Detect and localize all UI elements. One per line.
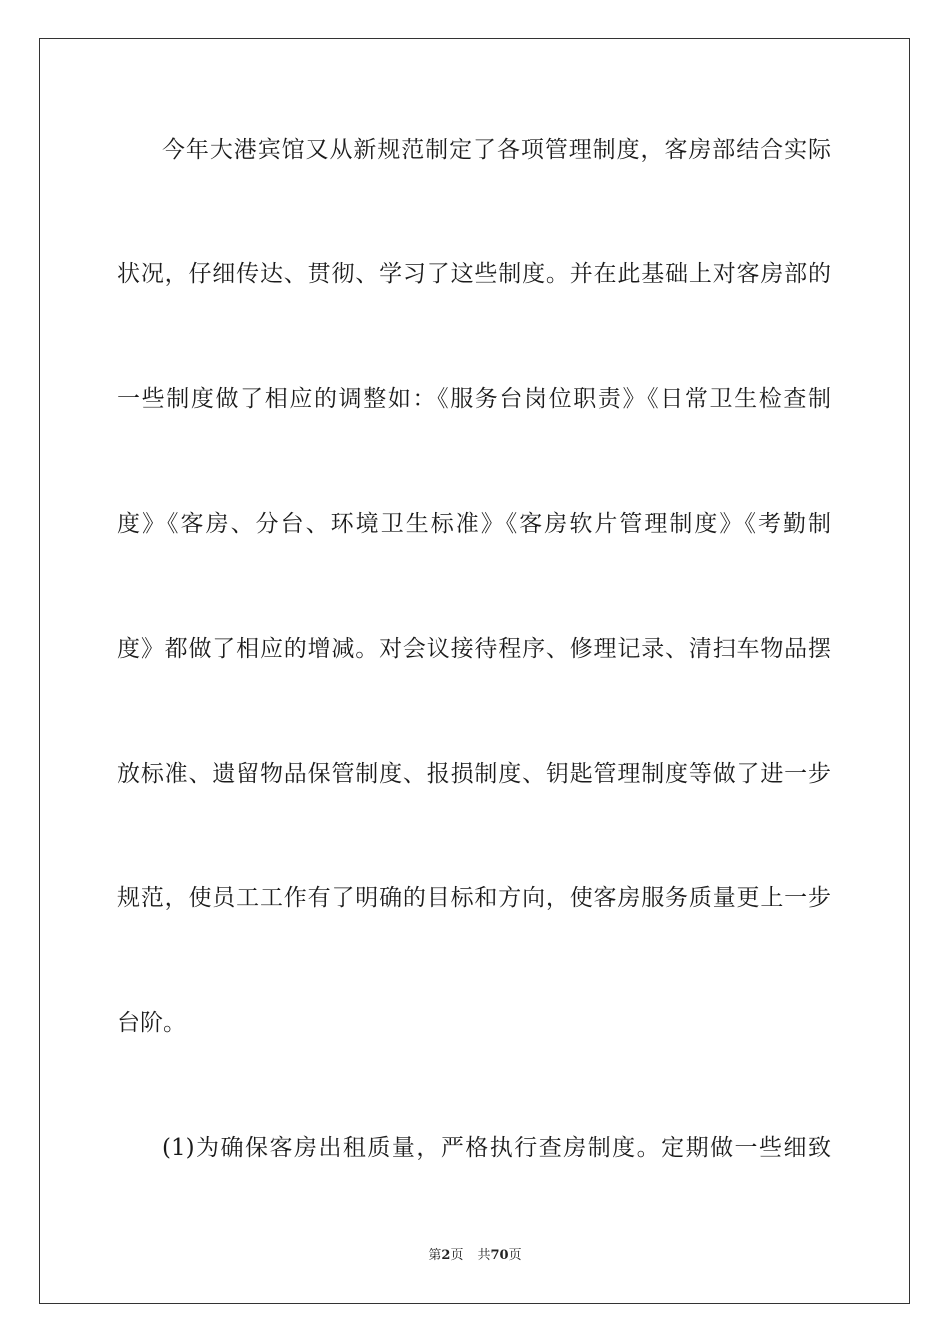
- total-pages: 70: [490, 1248, 509, 1263]
- page-prefix: 第: [428, 1248, 442, 1263]
- paragraph-line: 今年大港宾馆又从新规范制定了各项管理制度，客房部结合实际: [162, 137, 831, 163]
- paragraph-line: 度》都做了相应的增减。对会议接待程序、修理记录、清扫车物品摆: [117, 636, 831, 662]
- paragraph-line: 规范，使员工工作有了明确的目标和方向，使客房服务质量更上一步: [117, 885, 831, 911]
- paragraph-line: 一些制度做了相应的调整如：《服务台岗位职责》《日常卫生检查制: [117, 386, 831, 412]
- paragraph-line: (1)为确保客房出租质量，严格执行查房制度。定期做一些细致: [162, 1135, 831, 1161]
- total-suffix: 页: [508, 1248, 522, 1263]
- total-prefix: 共: [477, 1248, 491, 1263]
- paragraph-line: 度》《客房、分台、环境卫生标准》《客房软片管理制度》《考勤制: [117, 511, 831, 537]
- page-border: [39, 38, 910, 1304]
- paragraph-line: 状况，仔细传达、贯彻、学习了这些制度。并在此基础上对客房部的: [117, 261, 831, 287]
- page-footer: [0, 1247, 950, 1265]
- paragraph-line: 台阶。: [117, 1010, 186, 1036]
- page-number: 2: [441, 1248, 451, 1263]
- paragraph-line: 放标准、遗留物品保管制度、报损制度、钥匙管理制度等做了进一步: [117, 761, 831, 787]
- page-suffix: 页: [450, 1248, 464, 1263]
